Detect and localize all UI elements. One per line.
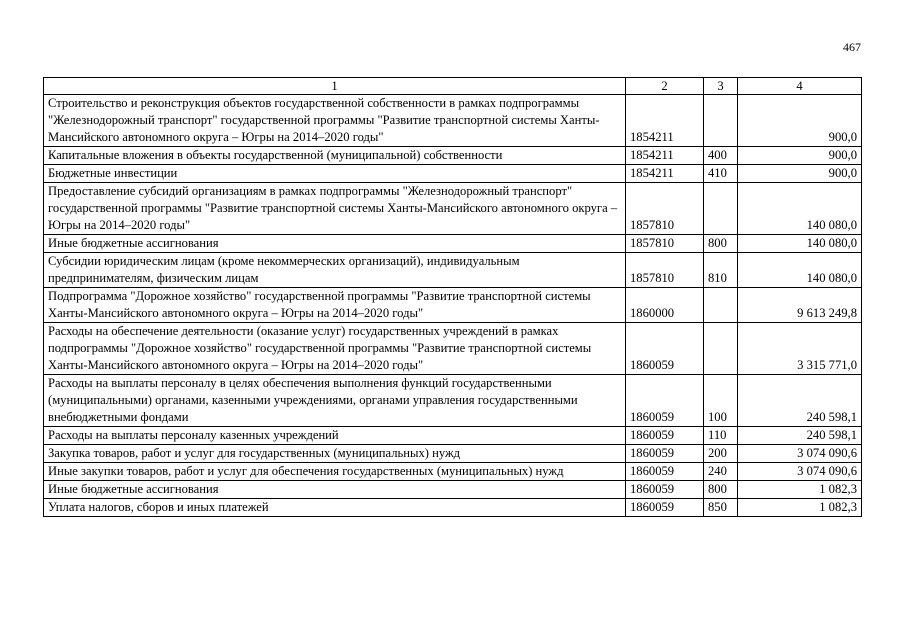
table-row [44,323,862,375]
row-expense-type [704,183,738,235]
table-row [44,95,862,147]
row-expense-type [704,323,738,375]
row-description: Иные закупки товаров, работ и услуг для обеспечения государственных (муниципальных) нужд [44,463,626,481]
table-row [44,147,862,165]
row-expense-type: 850 [704,499,738,517]
header-cell-2: 2 [626,78,704,95]
header-cell-1: 1 [44,78,626,95]
row-target-code: 1854211 [626,165,704,183]
row-description: Строительство и реконструкция объектов государственной собственности в рамках подпрограммы "Железнодорожный транспорт" государственной программы "Развитие транспортной системы Ханты-Мансийского автономного округа – Югры на 2014–2020 годы" [44,95,626,147]
row-expense-type: 200 [704,445,738,463]
row-target-code: 1860000 [626,288,704,323]
row-amount: 900,0 [738,147,862,165]
row-amount: 240 598,1 [738,427,862,445]
row-amount: 900,0 [738,165,862,183]
row-target-code: 1860059 [626,323,704,375]
row-description: Расходы на обеспечение деятельности (оказание услуг) государственных учреждений в рамках подпрограммы "Дорожное хозяйство" государственной программы "Развитие транспортной системы Ханты-Мансийского автономного округа – Югры на 2014–2020 годы" [44,323,626,375]
row-description: Уплата налогов, сборов и иных платежей [44,499,626,517]
row-description: Закупка товаров, работ и услуг для государственных (муниципальных) нужд [44,445,626,463]
table-row [44,375,862,427]
row-description: Бюджетные инвестиции [44,165,626,183]
row-target-code: 1854211 [626,147,704,165]
row-amount: 3 074 090,6 [738,445,862,463]
table-row [44,288,862,323]
table-row [44,499,862,517]
row-description: Субсидии юридическим лицам (кроме некоммерческих организаций), индивидуальным предпринимателям, физическим лицам [44,253,626,288]
page-number: 467 [843,40,861,54]
table-row [44,253,862,288]
row-description: Капитальные вложения в объекты государственной (муниципальной) собственности [44,147,626,165]
row-amount: 240 598,1 [738,375,862,427]
row-target-code: 1860059 [626,463,704,481]
budget-table [43,77,862,517]
row-expense-type: 110 [704,427,738,445]
row-amount: 1 082,3 [738,481,862,499]
table-row [44,183,862,235]
row-expense-type: 800 [704,481,738,499]
table-row [44,445,862,463]
row-amount: 3 315 771,0 [738,323,862,375]
row-description: Иные бюджетные ассигнования [44,481,626,499]
row-target-code: 1857810 [626,235,704,253]
row-target-code: 1860059 [626,427,704,445]
row-target-code: 1854211 [626,95,704,147]
row-expense-type [704,288,738,323]
row-description: Расходы на выплаты персоналу казенных учреждений [44,427,626,445]
row-description: Иные бюджетные ассигнования [44,235,626,253]
row-target-code: 1860059 [626,375,704,427]
table-row [44,427,862,445]
row-description: Подпрограмма "Дорожное хозяйство" государственной программы "Развитие транспортной системы Ханты-Мансийского автономного округа – Югры на 2014–2020 годы" [44,288,626,323]
row-target-code: 1857810 [626,253,704,288]
row-expense-type: 410 [704,165,738,183]
header-row [44,78,862,95]
table-body [44,95,862,517]
row-amount: 1 082,3 [738,499,862,517]
row-amount: 140 080,0 [738,235,862,253]
row-target-code: 1860059 [626,481,704,499]
header-cell-3: 3 [704,78,738,95]
header-cell-4: 4 [738,78,862,95]
row-description: Предоставление субсидий организациям в рамках подпрограммы "Железнодорожный транспорт" государственной программы "Развитие транспортной системы Ханты-Мансийского автономного округа – Югры на 2014–2020 годы" [44,183,626,235]
row-description: Расходы на выплаты персоналу в целях обеспечения выполнения функций государственными (муниципальными) органами, казенными учреждениями, органами управления государственными внебюджетными фондами [44,375,626,427]
row-target-code: 1860059 [626,499,704,517]
row-expense-type [704,95,738,147]
row-amount: 900,0 [738,95,862,147]
row-expense-type: 800 [704,235,738,253]
row-expense-type: 100 [704,375,738,427]
table-row [44,481,862,499]
row-amount: 9 613 249,8 [738,288,862,323]
row-amount: 3 074 090,6 [738,463,862,481]
row-amount: 140 080,0 [738,183,862,235]
table-row [44,235,862,253]
row-amount: 140 080,0 [738,253,862,288]
row-expense-type: 240 [704,463,738,481]
table-row [44,463,862,481]
row-expense-type: 400 [704,147,738,165]
row-target-code: 1857810 [626,183,704,235]
row-expense-type: 810 [704,253,738,288]
row-target-code: 1860059 [626,445,704,463]
table-row [44,165,862,183]
